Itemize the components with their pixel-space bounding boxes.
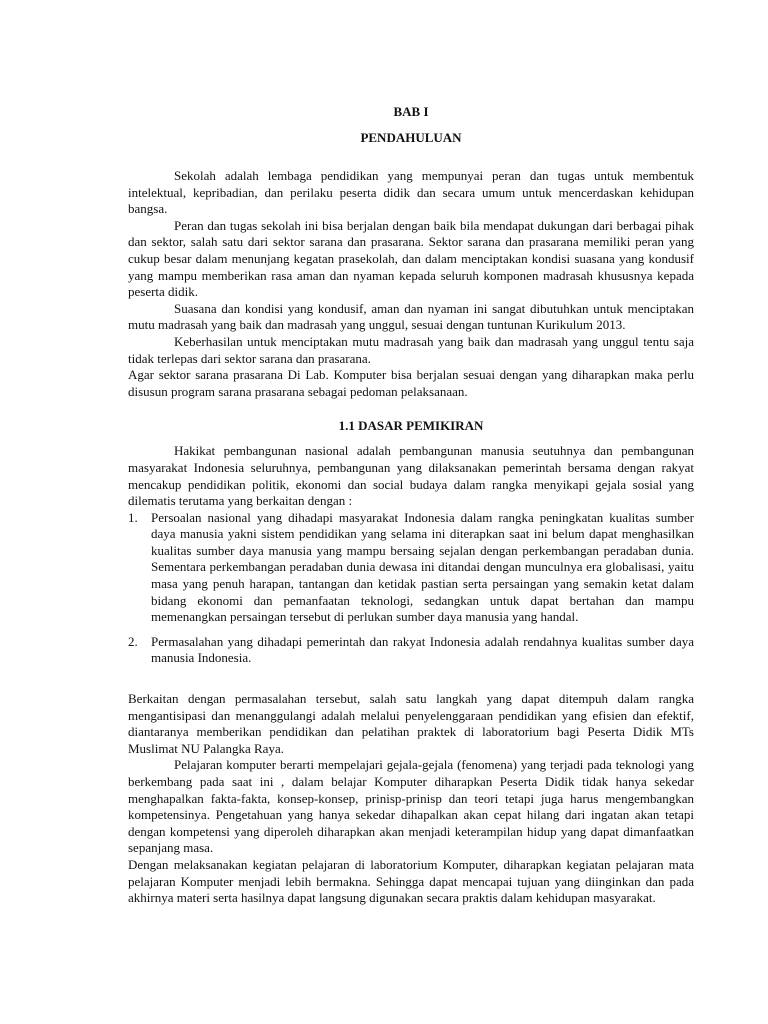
intro-paragraph: Keberhasilan untuk menciptakan mutu madrasah yang baik dan madrasah yang unggul tentu saja tidak terlepas dari sektor sarana dan prasarana.	[128, 333, 694, 366]
intro-paragraph: Peran dan tugas sekolah ini bisa berjalan dengan baik bila mendapat dukungan dari berbagai pihak dan sektor, salah satu dari sektor sarana dan prasarana. Sektor sarana dan prasarana memiliki peran yang cukup besar dalam menunjang kegatan prasekolah, dan dalam menciptakan kondisi suasana yang kondusif yang mampu memberikan rasa aman dan nyaman kepada seluruh komponen madrasah khususnya kepada peserta didik.	[128, 217, 694, 300]
list-item-number: 1.	[128, 509, 138, 525]
closing-paragraph: Berkaitan dengan permasalahan tersebut, salah satu langkah yang dapat ditempuh dalam rangka mengantisipasi dan menanggulangi adalah melalui penyelenggaraan pendidikan yang efisien dan efektif, diantaranya memberikan pendidikan dan pelatihan praktek di laboratorium bagi Peserta Didik MTs Muslimat NU Palangka Raya.	[128, 691, 694, 756]
section-heading: 1.1 DASAR PEMIKIRAN	[338, 418, 484, 434]
chapter-heading: BAB I	[393, 104, 429, 119]
section-intro-paragraph: Hakikat pembangunan nasional adalah pembangunan manusia seutuhnya dan pembangunan masyarakat Indonesia seluruhnya, pembangunan yang dilaksanakan pemerintah bersama dengan rakyat mencakup pendidikan politik, ekonomi dan social budaya dalam rangka menyikapi gejala sosial yang dilematis terutama yang berkaitan dengan :	[128, 443, 694, 509]
closing-paragraph: Pelajaran komputer berarti mempelajari gejala-gejala (fenomena) yang terjadi pada teknologi yang berkembang pada saat ini , dalam belajar Komputer diharapkan Peserta Didik tidak hanya sekedar menghapalkan fakta-fakta, konsep-konsep, prinisp-prinisp dan teori tetapi juga harus mengembangkan kompetensinya. Pengetahuan yang hanya sekedar dihapalkan akan cepat hilang dari ingatan akan tetapi dengan kompetensi yang diperoleh diharapkan akan menjadi keterampilan hidup yang dapat dimanfaatkan sepanjang masa.	[128, 757, 694, 856]
intro-paragraph: Sekolah adalah lembaga pendidikan yang mempunyai peran dan tugas untuk membentuk intelektual, kepribadian, dan perilaku peserta didik dan secara umum untuk mencerdaskan kehidupan bangsa.	[128, 168, 694, 217]
list-item-text: Permasalahan yang dihadapi pemerintah dan rakyat Indonesia adalah rendahnya kualitas sumber daya manusia Indonesia.	[151, 633, 694, 666]
list-item-number: 2.	[128, 633, 138, 649]
list-item	[128, 634, 694, 667]
numbered-list	[128, 510, 694, 667]
intro-closing-paragraph: Agar sektor sarana prasarana Di Lab. Komputer bisa berjalan sesuai dengan yang diharapkan maka perlu disusun program sarana prasarana sebagai pedoman pelaksanaan.	[128, 367, 694, 399]
list-item	[128, 510, 694, 626]
closing-paragraph: Dengan melaksanakan kegiatan pelajaran di laboratorium Komputer, diharapkan kegiatan pelajaran mata pelajaran Komputer menjadi lebih bermakna. Sehingga dapat mencapai tujuan yang diinginkan dan pada akhirnya materi serta hasilnya dapat langsung digunakan secara praktis dalam kehidupan masyarakat.	[128, 856, 694, 906]
intro-paragraph: Suasana dan kondisi yang kondusif, aman dan nyaman ini sangat dibutuhkan untuk menciptakan mutu madrasah yang baik dan madrasah yang unggul, sesuai dengan tuntunan Kurikulum 2013.	[128, 300, 694, 333]
chapter-title: PENDAHULUAN	[360, 130, 462, 145]
list-item-text: Persoalan nasional yang dihadapi masyarakat Indonesia dalam rangka peningkatan kualitas sumber daya manusia yakni sistem pendidikan yang selama ini diterapkan saat ini belum dapat menghasilkan kualitas sumber daya manusia yang mampu bersaing sejalan dengan perkembangan peradaban dunia. Sementara perkembangan peradaban dunia dewasa ini ditandai dengan munculnya era globalisasi, yaitu masa yang penuh harapan, tantangan dan ketidak pastian serta persaingan yang semakin ketat dalam bidang ekonomi dan pemanfaatan teknologi, sedangkan untuk dapat bertahan dan mampu memenangkan persaingan tersebut di perlukan sumber daya manusia yang handal.	[151, 509, 694, 625]
